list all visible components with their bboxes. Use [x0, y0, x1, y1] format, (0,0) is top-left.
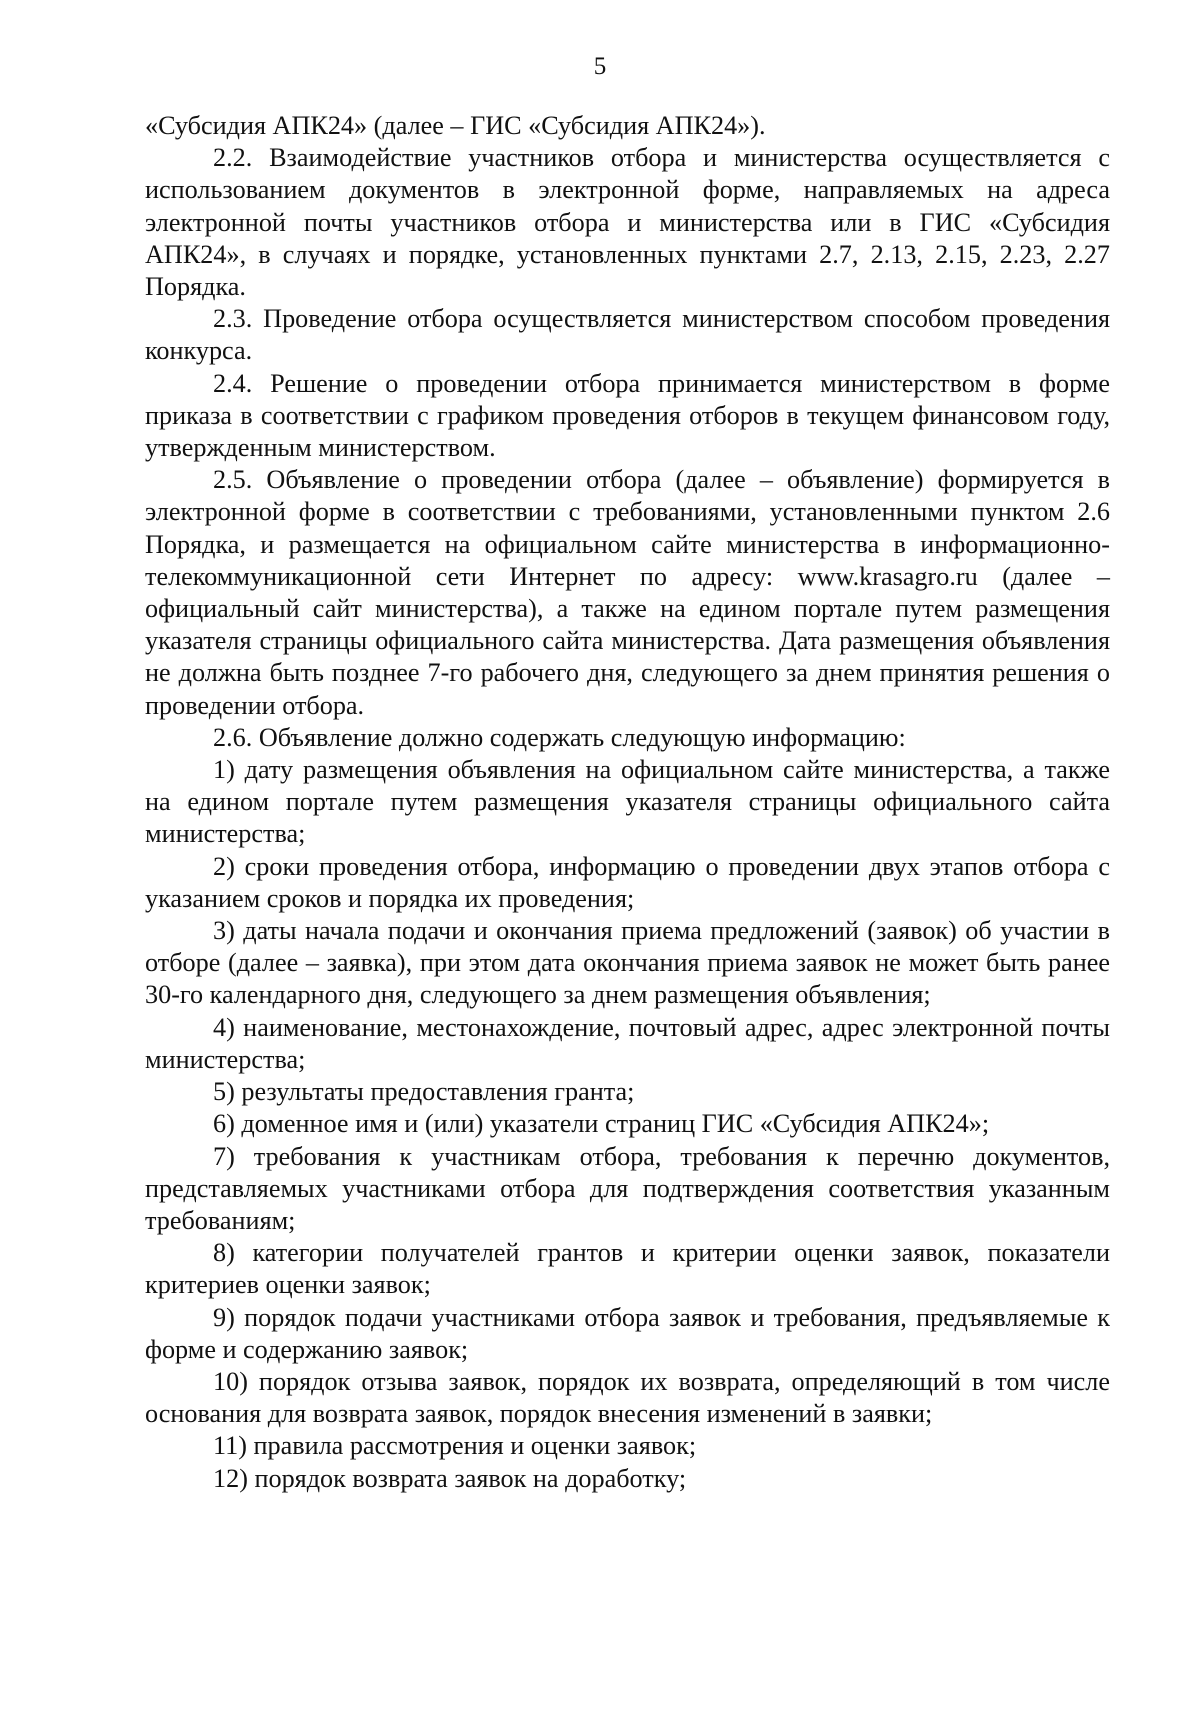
list-item-8: 8) категории получателей грантов и критерии оценки заявок, показатели критериев оценки заявок;	[145, 1238, 1110, 1300]
list-item-6: 6) доменное имя и (или) указатели страниц ГИС «Субсидия АПК24»;	[213, 1109, 990, 1139]
list-item-12: 12) порядок возврата заявок на доработку;	[213, 1463, 687, 1493]
paragraph-2-4: 2.4. Решение о проведении отбора принимается министерством в форме приказа в соответствии с графиком проведения отборов в текущем финансовом году, утвержденным министерством.	[145, 368, 1110, 463]
paragraph-2-3: 2.3. Проведение отбора осуществляется министерством способом проведения конкурса.	[145, 304, 1110, 366]
list-item-9: 9) порядок подачи участниками отбора заявок и требования, предъявляемые к форме и содержанию заявок;	[145, 1302, 1110, 1364]
paragraph-2-2: 2.2. Взаимодействие участников отбора и министерства осуществляется с использованием документов в электронной форме, направляемых на адреса электронной почты участников отбора и министерства или в ГИС «Субсидия АПК24», в случаях и порядке, установленных пунктами 2.7, 2.13, 2.15, 2.23, 2.27 Порядка.	[145, 143, 1110, 302]
list-item-3: 3) даты начала подачи и окончания приема предложений (заявок) об участии в отборе (далее – заявка), при этом дата окончания приема заявок не может быть ранее 30-го календарного дня, следующего за днем размещения объявления;	[145, 916, 1110, 1010]
list-item-5: 5) результаты предоставления гранта;	[213, 1077, 635, 1107]
list-item-11: 11) правила рассмотрения и оценки заявок;	[213, 1431, 697, 1461]
paragraph-continuation: «Субсидия АПК24» (далее – ГИС «Субсидия АПК24»).	[145, 111, 766, 140]
paragraph-2-6: 2.6. Объявление должно содержать следующую информацию:	[213, 722, 906, 752]
list-item-10: 10) порядок отзыва заявок, порядок их возврата, определяющий в том числе основания для возврата заявок, порядок внесения изменений в заявки;	[145, 1366, 1110, 1429]
paragraph-2-5: 2.5. Объявление о проведении отбора (далее – объявление) формируется в электронной форме в соответствии с требованиями, установленными пунктом 2.6 Порядка, и размещается на официальном сайте министерства в информационно-телекоммуникационной сети Интернет по адресу: www.krasagro.ru (далее – официальный сайт министерства), а также на едином портале путем размещения указателя страницы официального сайта министерства. Дата размещения объявления не должна быть позднее 7-го рабочего дня, следующего за днем принятия решения о проведении отбора.	[145, 465, 1110, 720]
list-item-1: 1) дату размещения объявления на официальном сайте министерства, а также на едином портале путем размещения указателя страницы официального сайта министерства;	[145, 755, 1110, 849]
list-item-7: 7) требования к участникам отбора, требования к перечню документов, представляемых участниками отбора для подтверждения соответствия указанным требованиям;	[145, 1141, 1110, 1235]
list-item-4: 4) наименование, местонахождение, почтовый адрес, адрес электронной почты министерства;	[145, 1012, 1110, 1074]
document-body	[145, 110, 1110, 1495]
page-number: 5	[593, 53, 607, 80]
list-item-2: 2) сроки проведения отбора, информацию о проведении двух этапов отбора с указанием сроков и порядка их проведения;	[145, 851, 1110, 913]
